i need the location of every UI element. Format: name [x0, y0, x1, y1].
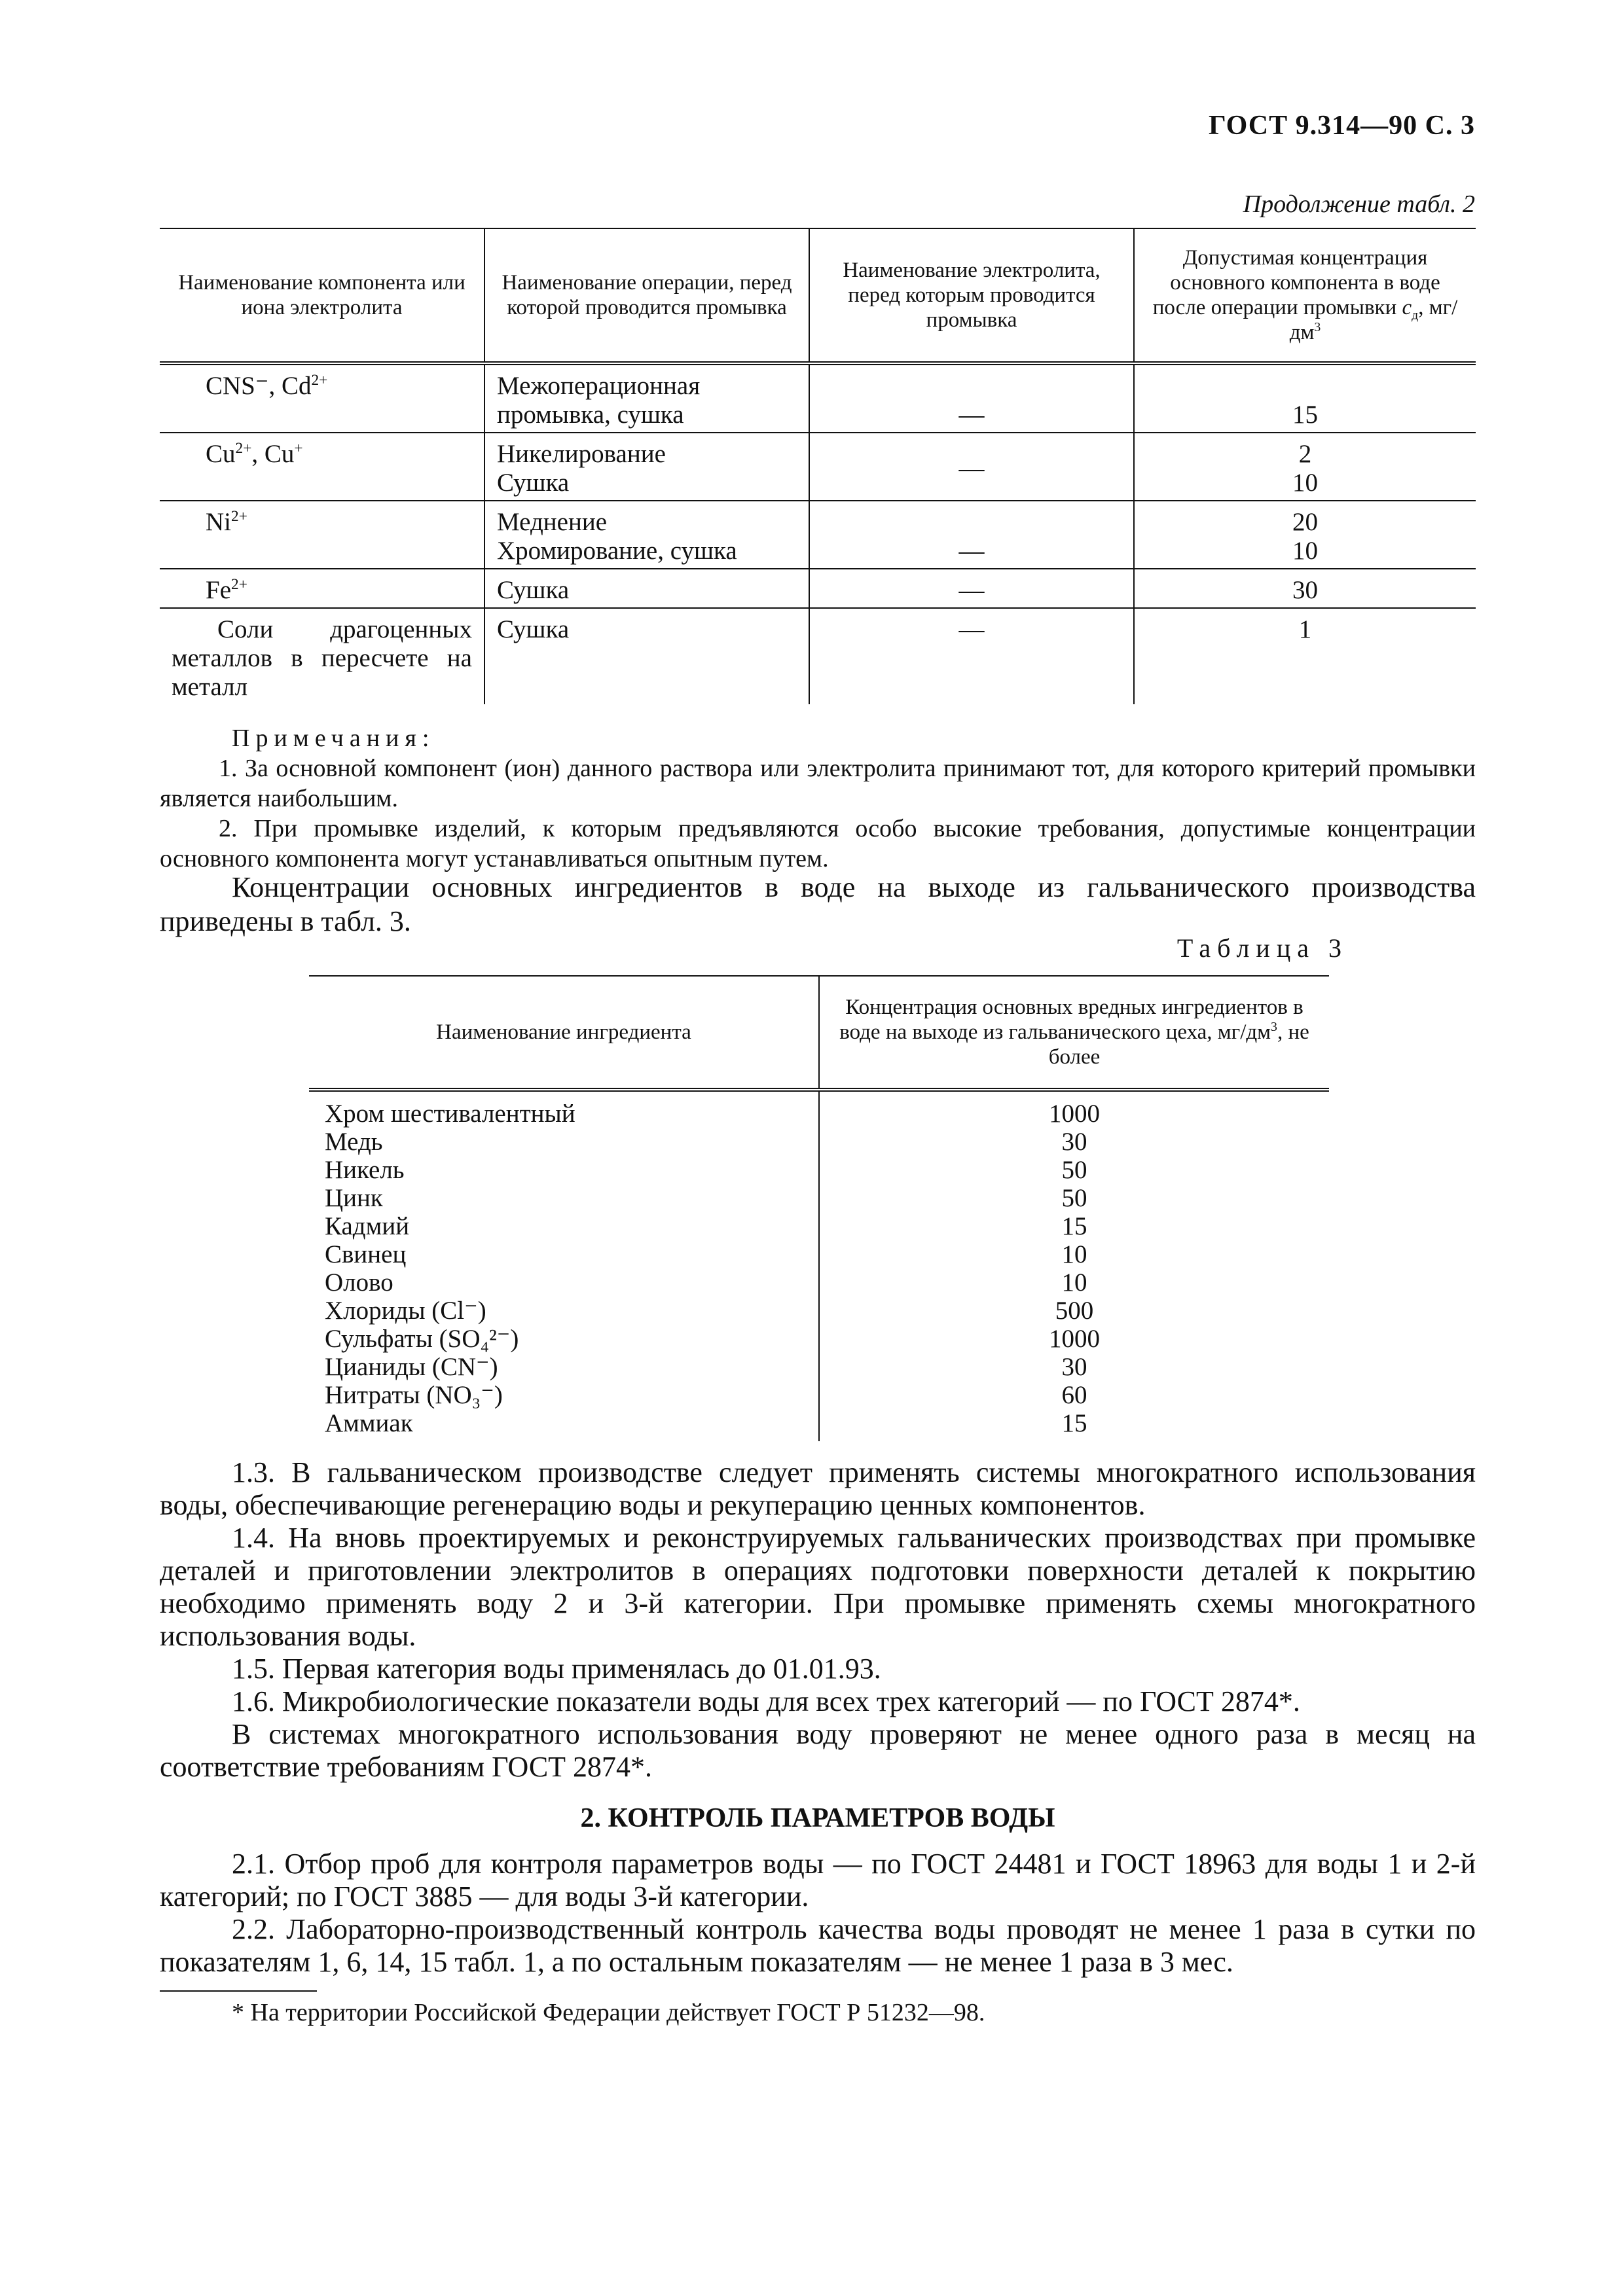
table-row [160, 608, 1476, 704]
ingredient-name: Аммиак [325, 1409, 413, 1437]
operation-cell: Сушка [484, 608, 809, 704]
operation-cell: Сушка [484, 569, 809, 608]
electrolyte-cell: — [809, 608, 1134, 704]
table-2-col-concentration: Допустимая концентрация основного компонента в воде после операции промывки $c_д$, $мг/дм^3$ [1134, 228, 1476, 363]
ingredient-value: 30 [819, 1353, 1329, 1381]
footnote: * На территории Российской Федерации действует ГОСТ Р 51232—98. [232, 1999, 985, 2026]
ingredient-name: Хлориды (Cl⁻) [325, 1297, 486, 1325]
paragraph: 1.6. Микробиологические показатели воды для всех трех категорий — по ГОСТ 2874*. [232, 1685, 1300, 1717]
table-row [160, 363, 1476, 433]
paragraph: 1.5. Первая категория воды применялась до 01.01.93. [232, 1653, 881, 1685]
note-item: 1. За основной компонент (ион) данного раствора или электролита принимают тот, для которого критерий промывки является наибольшим. [160, 755, 1476, 812]
operation-cell: Никелирование Сушка [484, 433, 809, 501]
ingredient-value: 10 [819, 1240, 1329, 1268]
notes-heading: Примечания: [232, 725, 435, 752]
table-row [309, 1381, 1329, 1409]
ingredient-name: Олово [325, 1268, 393, 1297]
table-row [309, 1409, 1329, 1441]
ingredient-name: Свинец [325, 1240, 407, 1268]
component-cell: Соли драгоценных металлов в пересчете на металл [172, 615, 472, 701]
ingredient-name: Нитраты (NO₃⁻) [325, 1381, 503, 1409]
table-row [309, 1297, 1329, 1325]
operation-cell: Межоперационная промывка, сушка [484, 363, 809, 433]
electrolyte-cell: — [809, 363, 1134, 433]
ingredient-name: Медь [325, 1128, 383, 1156]
ingredient-name: Сульфаты (SO₄²⁻) [325, 1325, 519, 1353]
electrolyte-cell: — [809, 433, 1134, 501]
table-2-header-row [160, 228, 1476, 363]
table-row [309, 1240, 1329, 1268]
table-2-col-operation: Наименование операции, перед которой проводится промывка [484, 228, 809, 363]
concentration-cell: 30 [1134, 569, 1476, 608]
table-row [309, 1268, 1329, 1297]
table-row [160, 433, 1476, 501]
ingredient-value: 50 [819, 1156, 1329, 1184]
table-row [160, 501, 1476, 569]
table-row [309, 1090, 1329, 1128]
paragraph: 1.4. На вновь проектируемых и реконструируемых гальванических производствах при промывке деталей и приготовлении электролитов в операциях подготовки поверхности деталей к покрытию необходимо применять воду 2 и 3-й категории. При промывке применять схемы многократного использования воды. [160, 1522, 1476, 1652]
ingredient-value: 60 [819, 1381, 1329, 1409]
ingredient-name: Кадмий [325, 1212, 410, 1240]
concentration-cell: 20 10 [1134, 501, 1476, 569]
ingredient-value: 50 [819, 1184, 1329, 1212]
table-row [309, 1128, 1329, 1156]
electrolyte-cell: — [809, 501, 1134, 569]
ingredient-value: 15 [819, 1409, 1329, 1441]
note-item: 2. При промывке изделий, к которым предъявляются особо высокие требования, допустимые концентрации основного компонента могут устанавливаться опытным путем. [160, 815, 1476, 872]
paragraph: В системах многократного использования воду проверяют не менее одного раза в месяц на соответствие требованиям ГОСТ 2874*. [160, 1718, 1476, 1783]
table-continuation-label: Продолжение табл. 2 [1243, 190, 1475, 218]
ingredient-name: Цианиды (CN⁻) [325, 1353, 498, 1381]
section-title: 2. КОНТРОЛЬ ПАРАМЕТРОВ ВОДЫ [580, 1803, 1055, 1833]
component-cell: $Ni^{2+}$ [160, 501, 484, 569]
paragraph: 1.3. В гальваническом производстве следует применять системы многократного использования воды, обеспечивающие регенерацию воды и рекуперацию ценных компонентов. [160, 1456, 1476, 1521]
ingredient-name: Цинк [325, 1184, 383, 1212]
concentration-cell: 2 10 [1134, 433, 1476, 501]
ingredient-value: 1000 [819, 1090, 1329, 1128]
table-2 [160, 228, 1476, 704]
table-3-header-row [309, 976, 1329, 1090]
ingredient-value: 500 [819, 1297, 1329, 1325]
concentration-cell: 1 [1134, 608, 1476, 704]
paragraph: 2.2. Лабораторно-производственный контроль качества воды проводят не менее 1 раза в сутки по показателям 1, 6, 14, 15 табл. 1, а по остальным показателям — не менее 1 раза в 3 мес. [160, 1913, 1476, 1978]
paragraph: 2.1. Отбор проб для контроля параметров воды — по ГОСТ 24481 и ГОСТ 18963 для воды 1 и 2-й категорий; по ГОСТ 3885 — для воды 3-й категории. [160, 1848, 1476, 1912]
ingredient-value: 1000 [819, 1325, 1329, 1353]
concentration-cell: 15 [1134, 363, 1476, 433]
footnote-divider [160, 1990, 317, 1992]
table-row [160, 569, 1476, 608]
table-row [309, 1325, 1329, 1353]
table-notes [160, 723, 1476, 874]
component-cell: $Cu^{2+}$, Cu+ [160, 433, 484, 501]
intro-paragraph: Концентрации основных ингредиентов в воде на выходе из гальванического производства приведены в табл. 3. [160, 871, 1476, 937]
table-row [309, 1184, 1329, 1212]
component-cell: $Fe^{2+}$ [160, 569, 484, 608]
page-header: ГОСТ 9.314—90 С. 3 [1208, 111, 1475, 141]
ingredient-name: Хром шестивалентный [325, 1100, 575, 1128]
table-3-col-concentration: Концентрация основных вредных ингредиентов в воде на выходе из гальванического цеха, $мг/дм^3$, не более [819, 976, 1329, 1090]
table-3-label: Таблица 3 [1176, 933, 1348, 963]
table-2-col-component: Наименование компонента или иона электролита [160, 228, 484, 363]
table-3 [309, 975, 1329, 1441]
table-row [309, 1353, 1329, 1381]
ingredient-value: 10 [819, 1268, 1329, 1297]
ingredient-value: 15 [819, 1212, 1329, 1240]
ingredient-value: 30 [819, 1128, 1329, 1156]
ingredient-name: Никель [325, 1156, 405, 1184]
operation-cell: Меднение Хромирование, сушка [484, 501, 809, 569]
table-row [309, 1156, 1329, 1184]
electrolyte-cell: — [809, 569, 1134, 608]
table-2-col-electrolyte: Наименование электролита, перед которым проводится промывка [809, 228, 1134, 363]
table-3-col-ingredient: Наименование ингредиента [309, 976, 819, 1090]
body-text [160, 1456, 1476, 2027]
table-row [309, 1212, 1329, 1240]
component-cell: CNS⁻, $Cd^{2+}$ [160, 363, 484, 433]
